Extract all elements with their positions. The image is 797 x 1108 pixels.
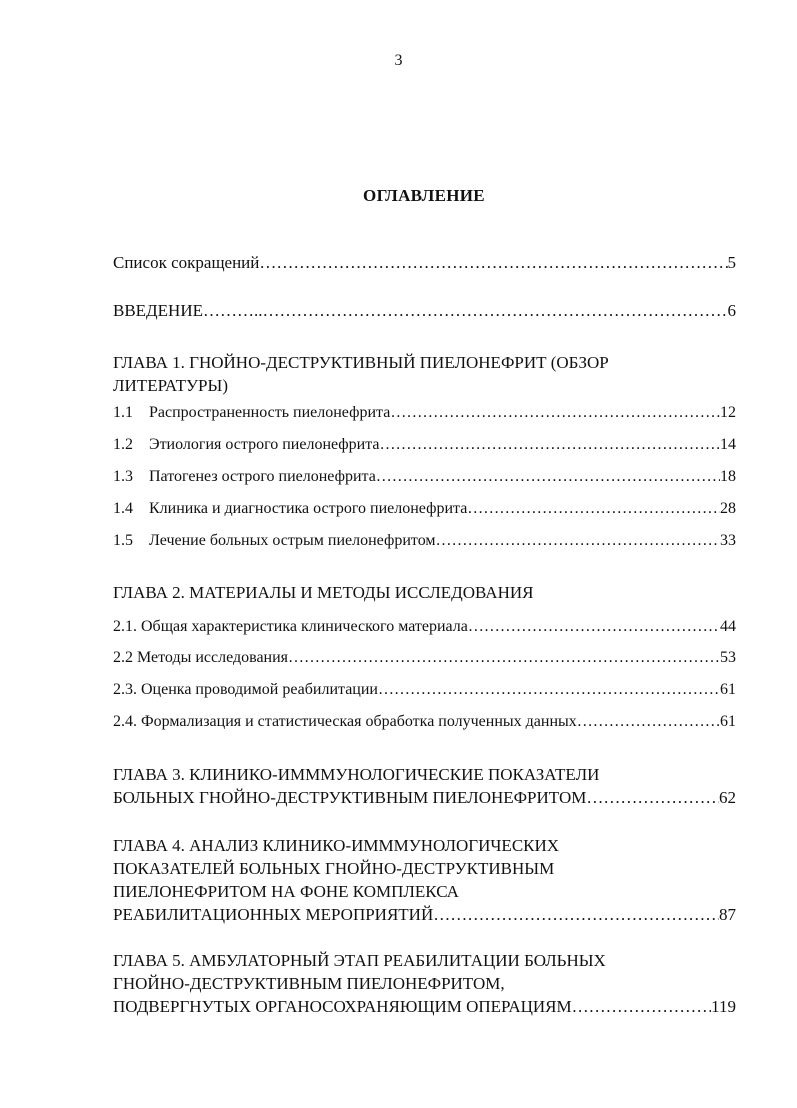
chapter-heading-line: РЕАБИЛИТАЦИОННЫХ МЕРОПРИЯТИЙ	[113, 905, 434, 924]
section-page: 44	[720, 618, 736, 635]
section-page: 18	[720, 468, 736, 485]
chapter-heading-line: ГЛАВА 4. АНАЛИЗ КЛИНИКО-ИММMУНОЛОГИЧЕСКИХ	[113, 836, 560, 855]
section-label: 2.1. Общая характеристика клинического материала	[113, 618, 468, 635]
toc-entry-label: ВВЕДЕНИЕ………..	[113, 301, 263, 320]
dot-leader	[288, 646, 720, 669]
section-label: Клиника и диагностика острого пиелонефрита	[149, 500, 468, 517]
dot-leader	[378, 678, 720, 701]
dot-leader	[380, 433, 720, 456]
chapter-heading-line: ПОКАЗАТЕЛЕЙ БОЛЬНЫХ ГНОЙНО-ДЕСТРУКТИВНЫМ	[113, 859, 555, 878]
section-label: Распространенность пиелонефрита	[149, 404, 391, 421]
chapter-heading-line: БОЛЬНЫХ ГНОЙНО-ДЕСТРУКТИВНЫМ ПИЕЛОНЕФРИТОМ	[113, 788, 587, 807]
chapter-heading-line: ГЛАВА 5. АМБУЛАТОРНЫЙ ЭТАП РЕАБИЛИТАЦИИ БОЛЬНЫХ	[113, 951, 606, 970]
chapter-heading-line: ПОДВЕРГНУТЫХ ОРГАНОСОХРАНЯЮЩИМ ОПЕРАЦИЯМ	[113, 997, 572, 1016]
section-label: Лечение больных острым пиелонефритом	[149, 532, 436, 549]
chapter-page: 87	[719, 905, 736, 924]
dot-leader	[572, 995, 712, 1018]
chapter-page: 62	[719, 788, 736, 807]
toc-section-2-3	[113, 678, 736, 701]
chapter-page: 119	[711, 997, 736, 1016]
dot-leader	[436, 529, 720, 552]
dot-leader	[376, 465, 720, 488]
section-label: 2.3. Оценка проводимой реабилитации	[113, 681, 378, 698]
dot-leader	[468, 615, 720, 638]
dot-leader	[467, 497, 720, 520]
section-page: 14	[720, 436, 736, 453]
toc-entry-page: 5	[727, 253, 736, 272]
dot-leader	[390, 401, 720, 424]
section-number: 1.1	[113, 404, 133, 421]
chapter-2-heading	[113, 581, 736, 604]
toc-entry-introduction	[113, 299, 736, 322]
toc-section-2-1	[113, 615, 736, 638]
dot-leader	[262, 299, 727, 322]
section-page: 12	[720, 404, 736, 421]
toc-section-1-1	[113, 401, 736, 424]
section-label: 2.2 Методы исследования	[113, 649, 289, 666]
section-number: 1.4	[113, 500, 133, 517]
section-page: 61	[720, 713, 736, 730]
section-page: 61	[720, 681, 736, 698]
section-label: 2.4. Формализация и статистическая обработка полученных данных	[113, 713, 577, 730]
toc-section-1-5	[113, 529, 736, 552]
section-label: Этиология острого пиелонефрита	[149, 436, 380, 453]
section-page: 53	[720, 649, 736, 666]
page-number: 3	[394, 52, 403, 69]
toc-section-2-4	[113, 710, 736, 733]
chapter-3-heading	[113, 763, 736, 809]
toc-section-1-4	[113, 497, 736, 520]
toc-entry-abbreviations	[113, 251, 736, 274]
dot-leader	[259, 251, 727, 274]
section-number: 1.5	[113, 532, 133, 549]
section-page: 28	[720, 500, 736, 517]
chapter-heading-line: ПИЕЛОНЕФРИТОМ НА ФОНЕ КОМПЛЕКСА	[113, 882, 459, 901]
dot-leader	[577, 710, 720, 733]
toc-section-1-2	[113, 433, 736, 456]
chapter-5-heading	[113, 949, 736, 1018]
chapter-heading-line: ГНОЙНО-ДЕСТРУКТИВНЫМ ПИЕЛОНЕФРИТОМ,	[113, 974, 505, 993]
chapter-1-heading	[113, 351, 736, 397]
toc-entry-page: 6	[727, 301, 736, 320]
chapter-heading-line: ГЛАВА 3. КЛИНИКО-ИММMУНОЛОГИЧЕСКИЕ ПОКАЗАТЕЛИ	[113, 765, 600, 784]
dot-leader	[433, 903, 719, 926]
dot-leader	[586, 786, 719, 809]
toc-entry-label: Список сокращений	[113, 253, 260, 272]
chapter-heading-line: ЛИТЕРАТУРЫ)	[113, 376, 228, 395]
section-page: 33	[720, 532, 736, 549]
chapter-heading-line: ГЛАВА 2. МАТЕРИАЛЫ И МЕТОДЫ ИССЛЕДОВАНИЯ	[113, 583, 534, 602]
section-number: 1.3	[113, 468, 133, 485]
toc-section-2-2	[113, 646, 736, 669]
page-title: ОГЛАВЛЕНИЕ	[363, 186, 485, 205]
toc-section-1-3	[113, 465, 736, 488]
section-label: Патогенез острого пиелонефрита	[149, 468, 376, 485]
chapter-4-heading	[113, 834, 736, 926]
chapter-heading-line: ГЛАВА 1. ГНОЙНО-ДЕСТРУКТИВНЫЙ ПИЕЛОНЕФРИТ (ОБЗОР	[113, 353, 609, 372]
section-number: 1.2	[113, 436, 133, 453]
